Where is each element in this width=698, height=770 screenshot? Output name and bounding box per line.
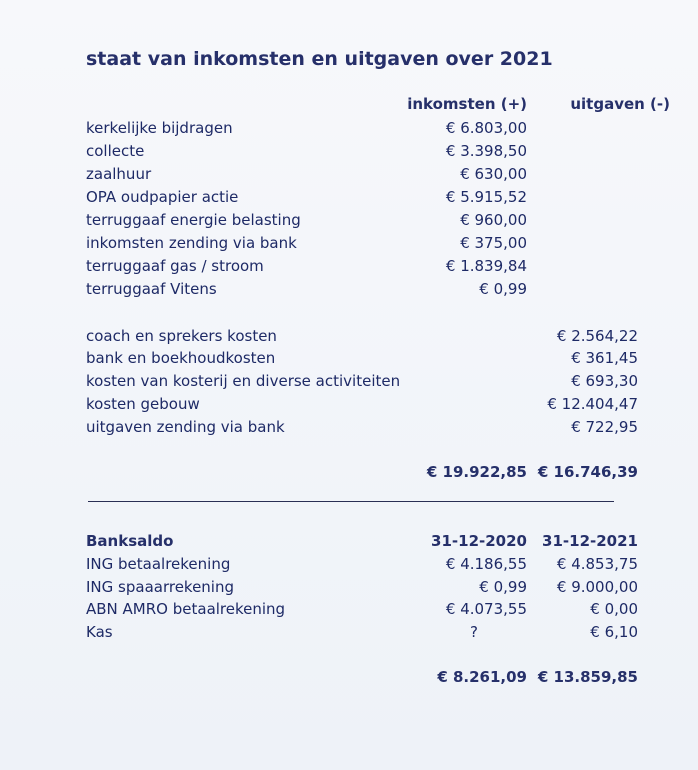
income-row	[86, 209, 646, 231]
bank-totals-row	[86, 666, 646, 688]
income-row	[86, 186, 646, 208]
income-row-amount: € 630,00	[460, 165, 527, 183]
expense-row-label: uitgaven zending via bank	[86, 418, 285, 436]
expense-row	[86, 370, 646, 392]
expenses-column-header: uitgaven (-)	[570, 95, 670, 113]
bank-row-label: ABN AMRO betaalrekening	[86, 600, 286, 618]
income-row	[86, 255, 646, 277]
bank-total-2021: € 13.859,85	[537, 668, 638, 686]
bank-row-2021: € 0,00	[590, 600, 638, 618]
income-row	[86, 232, 646, 254]
page-title: staat van inkomsten en uitgaven over 2021	[86, 48, 553, 70]
expense-row-amount: € 361,45	[571, 349, 638, 367]
income-row	[86, 278, 646, 300]
income-row-label: inkomsten zending via bank	[86, 234, 297, 252]
totals-row	[86, 461, 646, 483]
income-row-label: OPA oudpapier actie	[86, 188, 239, 206]
income-row-amount: € 3.398,50	[445, 142, 527, 160]
bank-row-2021: € 9.000,00	[556, 578, 638, 596]
income-row-label: terruggaaf gas / stroom	[86, 257, 264, 275]
income-column-header: inkomsten (+)	[407, 95, 527, 113]
bank-row-2020: € 4.186,55	[445, 555, 527, 573]
expense-row	[86, 325, 646, 347]
income-total: € 19.922,85	[426, 463, 527, 481]
bank-row	[86, 553, 646, 575]
bank-column-2021: 31-12-2021	[542, 532, 638, 550]
expense-row	[86, 416, 646, 438]
bank-row	[86, 576, 646, 598]
income-row-amount: € 6.803,00	[445, 119, 527, 137]
bank-row-2020: € 4.073,55	[445, 600, 527, 618]
expense-row-amount: € 2.564,22	[556, 327, 638, 345]
expense-row-label: coach en sprekers kosten	[86, 327, 277, 345]
bank-column-2020: 31-12-2020	[431, 532, 527, 550]
income-row-amount: € 5.915,52	[445, 188, 527, 206]
bank-section-header: Banksaldo	[86, 532, 174, 550]
section-divider	[88, 501, 614, 502]
income-row-amount: € 960,00	[460, 211, 527, 229]
expense-row-label: kosten gebouw	[86, 395, 200, 413]
bank-row-2020: € 0,99	[479, 578, 527, 596]
expense-row	[86, 347, 646, 369]
bank-row-2021: € 4.853,75	[556, 555, 638, 573]
income-row-label: zaalhuur	[86, 165, 152, 183]
expenses-total: € 16.746,39	[537, 463, 638, 481]
income-row-label: terruggaaf Vitens	[86, 280, 217, 298]
bank-row-2021: € 6,10	[590, 623, 638, 641]
expense-row-label: bank en boekhoudkosten	[86, 349, 276, 367]
column-header-row	[86, 93, 670, 115]
income-row-amount: € 0,99	[479, 280, 527, 298]
bank-row-label: ING spaaarrekening	[86, 578, 235, 596]
expense-row-label: kosten van kosterij en diverse activiteiten	[86, 372, 401, 390]
bank-row	[86, 621, 646, 643]
income-row-label: terruggaaf energie belasting	[86, 211, 301, 229]
income-row-amount: € 375,00	[460, 234, 527, 252]
income-row-label: collecte	[86, 142, 145, 160]
bank-total-2020: € 8.261,09	[437, 668, 527, 686]
bank-header-row	[86, 530, 646, 552]
bank-row-2020: ?	[470, 623, 478, 641]
expense-row-amount: € 722,95	[571, 418, 638, 436]
income-row	[86, 163, 646, 185]
bank-row-label: ING betaalrekening	[86, 555, 231, 573]
bank-row	[86, 598, 646, 620]
expense-row-amount: € 12.404,47	[547, 395, 638, 413]
expense-row	[86, 393, 646, 415]
bank-row-label: Kas	[86, 623, 113, 641]
income-row-label: kerkelijke bijdragen	[86, 119, 233, 137]
expense-row-amount: € 693,30	[571, 372, 638, 390]
income-row	[86, 140, 646, 162]
income-row	[86, 117, 646, 139]
income-row-amount: € 1.839,84	[445, 257, 527, 275]
